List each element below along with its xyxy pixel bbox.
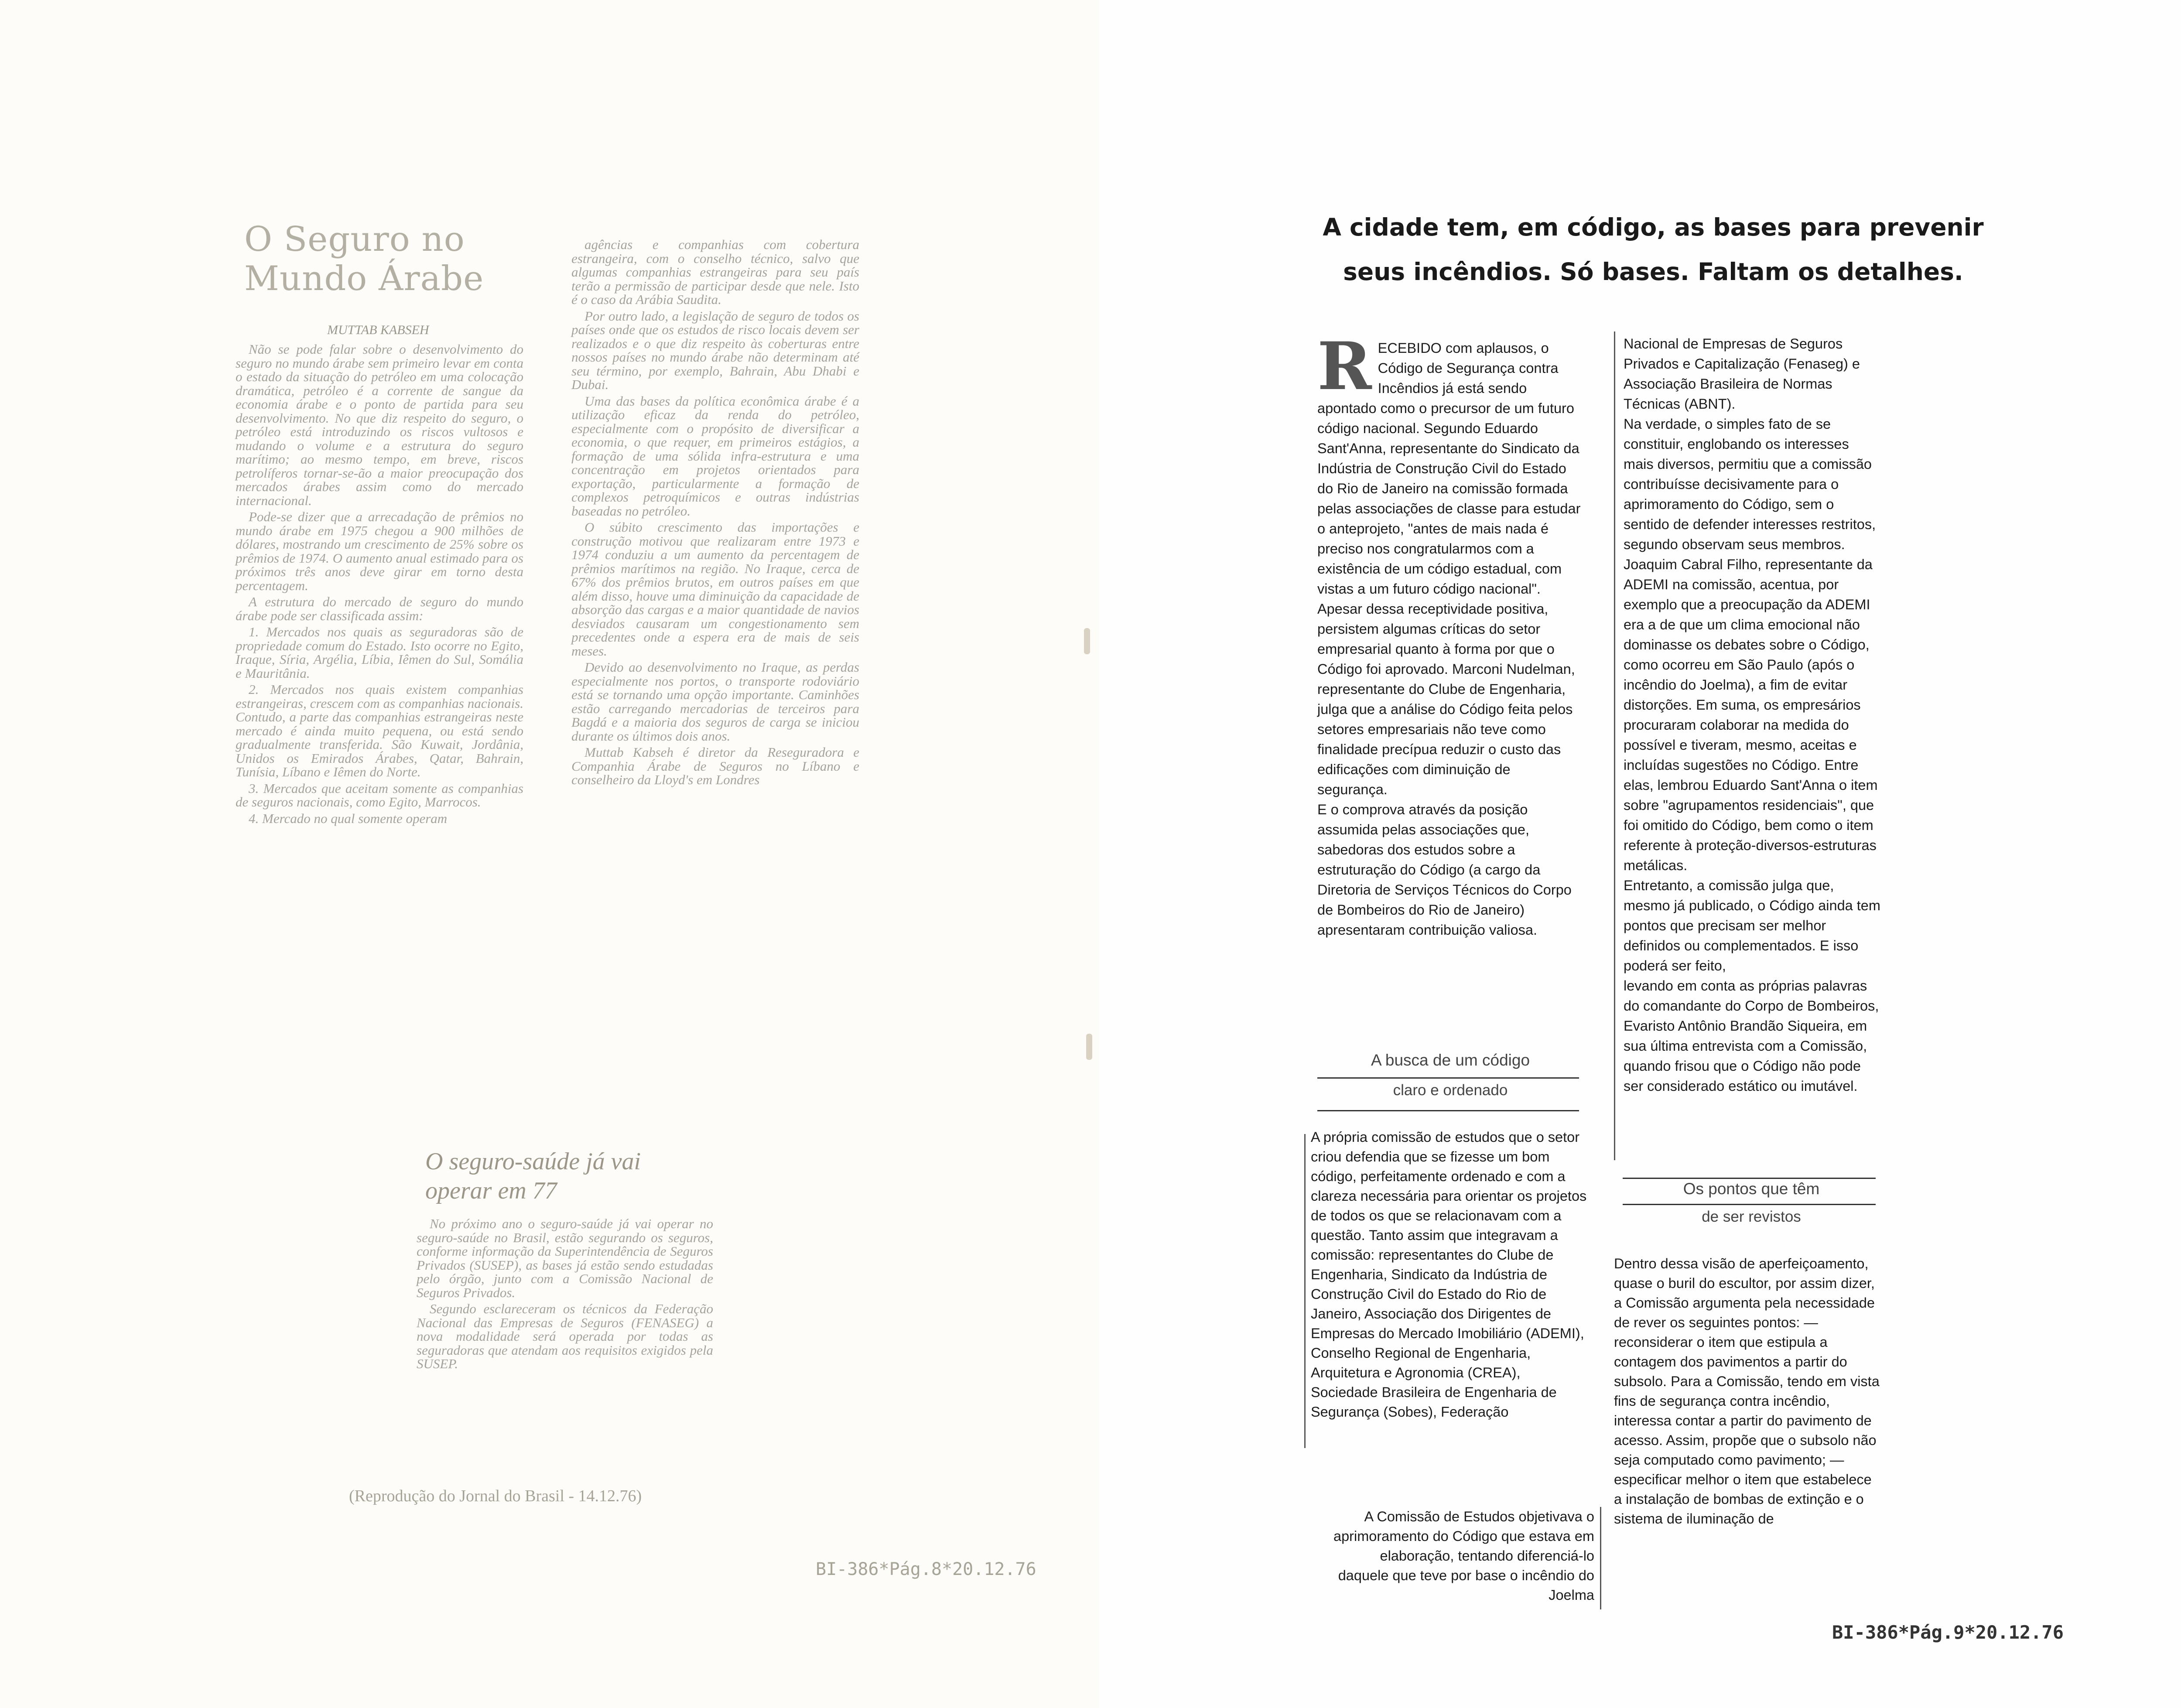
divider <box>1623 1204 1876 1205</box>
paragraph: 1. Mercados nos quais as seguradoras são de propriedade comum do Estado. Isto ocorre no Egito, Iraque, Síria, Argélia, Líbia, Iêmen do Sul, Somália e Mauritânia. <box>236 624 523 681</box>
drop-cap: R <box>1317 328 1372 405</box>
staple-mark <box>1086 1034 1092 1060</box>
secondary-article-title: O seguro-saúde já vai operar em 77 <box>425 1148 641 1205</box>
page-footer: BI-386*Pág.8*20.12.76 <box>816 1559 1036 1579</box>
column-rule <box>1614 331 1615 1160</box>
article-column-2 <box>1624 334 1881 1096</box>
section-heading-line: A busca de um código <box>1371 1051 1530 1069</box>
section-heading-line: de ser revistos <box>1702 1208 1801 1225</box>
page-footer: BI-386*Pág.9*20.12.76 <box>1832 1622 2064 1643</box>
article-column-1 <box>236 342 523 828</box>
section-heading <box>1317 1051 1583 1069</box>
article-column-2 <box>571 238 859 789</box>
paragraph: Devido ao desenvolvimento no Iraque, as perdas especialmente nos portos, o transporte rodoviário está se tornando uma opção importante. Caminhões estão carregando mercadorias de terceiros para Bagdá e a maioria dos seguros de carga se iniciou durante os últimos dois anos. <box>571 659 859 744</box>
paragraph: O súbito crescimento das importações e construção motivou que realizaram entre 1973 e 1974 conduziu a um aumento da percentagem de prêmios marítimos na região. No Iraque, cerca de 67% dos prêmios brutos, em outros países em que além disso, houve uma diminuição da capacidade de absorção das cargas e a maior quantidade de navios desviados causaram um congestionamento sem precedentes onde a espera era de mais de seis meses. <box>571 519 859 659</box>
source-credit: (Reprodução do Jornal do Brasil - 14.12.76) <box>349 1487 642 1505</box>
article-title: O Seguro no Mundo Árabe <box>244 220 484 298</box>
byline: MUTTAB KABSEH <box>327 323 429 337</box>
divider <box>1623 1178 1876 1179</box>
paragraph: A estrutura do mercado de seguro do mundo árabe pode ser classificada assim: <box>236 594 523 623</box>
section-heading <box>1317 1082 1583 1099</box>
paragraph: Entretanto, a comissão julga que, mesmo já publicado, o Código ainda tem pontos que precisam ser melhor definidos ou complementados. E isso poderá ser feito, <box>1624 878 1880 974</box>
headline-line: seus incêndios. Só bases. Faltam os detalhes. <box>1343 258 1963 286</box>
section-heading <box>1623 1180 1880 1198</box>
section-heading-line: Os pontos que têm <box>1683 1180 1820 1198</box>
divider <box>1317 1077 1579 1079</box>
paragraph: 3. Mercados que aceitam somente as companhias de seguros nacionais, como Egito, Marrocos. <box>236 780 523 810</box>
paragraph: agências e companhias com cobertura estrangeira, com o conselho técnico, salvo que algumas companhias estrangeiras para seu país terão a permissão de participar desde que nele. Isto é o caso da Arábia Saudita. <box>571 237 859 307</box>
paragraph: Uma das bases da política econômica árabe é a utilização eficaz da renda do petróleo, especialmente com o propósito de diversificar a economia, o que requer, em primeiros estágios, a formação de uma sólida infra-estrutura e uma concentração em projetos orientados para exportação, particularmente a formação de complexos petroquímicos e outras indústrias baseadas no petróleo. <box>571 393 859 519</box>
boxed-text: A própria comissão de estudos que o setor criou defendia que se fizesse um bom código, perfeitamente ordenado e com a clareza necessária para orientar os projetos de todos os que se relacionavam com a questão. Tanto assim que integravam a comissão: representantes do Clube de Engenharia, Sindicato da Indústria de Construção Civil do Estado do Rio de Janeiro, Associação dos Dirigentes de Empresas do Mercado Imobiliário (ADEMI), Conselho Regional de Engenharia, Arquitetura e Agronomia (CREA), Sociedade Brasileira de Engenharia de Segurança (Sobes), Federação <box>1311 1129 1587 1420</box>
paragraph: Por outro lado, a legislação de seguro de todos os países onde que os estudos de risco locais devem ser realizados e o que diz respeito às coberturas entre nossos países no mundo árabe não determinam até seu término, por exemplo, Bahrain, Abu Dhabi e Dubai. <box>571 308 859 392</box>
section-heading-line: claro e ordenado <box>1393 1082 1508 1099</box>
lead-text: ECEBIDO com aplausos, o Código de Segurança contra Incêndios já está sendo apontado como o precursor de um futuro código nacional. Segundo Eduardo Sant'Anna, representante do Sindicato da Indústria de Construção Civil do Estado do Rio de Janeiro na comissão formada pelas associações de classe para estudar o anteprojeto, "antes de mais nada é preciso nos congratularmos com a existência de um código estadual, com vistas a um futuro código nacional". <box>1317 340 1581 597</box>
paragraph: Nacional de Empresas de Seguros Privados e Capitalização (Fenaseg) e Associação Brasileira de Normas Técnicas (ABNT). <box>1624 336 1860 412</box>
paragraph: Segundo esclareceram os técnicos da Federação Nacional das Empresas de Seguros (FENASEG) a nova modalidade será operada por todas as seguradoras que atendam aos requisitos exigidos pela SUSEP. <box>417 1301 713 1371</box>
paragraph: Pode-se dizer que a arrecadação de prêmios no mundo árabe em 1975 chegou a 900 milhões de dólares, mostrando um crescimento de 25% sobre os prêmios de 1974. O aumento anual estimado para os próximos três anos deve girar em torno desta percentagem. <box>236 509 523 593</box>
paragraph: Apesar dessa receptividade positiva, persistem algumas críticas do setor empresarial quanto à forma por que o Código foi aprovado. Marconi Nudelman, representante do Clube de Engenharia, julga que a análise do Código feita pelos setores empresariais não teve como finalidade precípua reduzir o custo das edificações com diminuição de segurança. <box>1317 601 1575 797</box>
author-note: Muttab Kabseh é diretor da Reseguradora e Companhia Árabe de Seguros no Líbano e conselheiro da Lloyd's em Londres <box>571 745 859 787</box>
paragraph: levando em conta as próprias palavras do comandante do Corpo de Bombeiros, Evaristo Antônio Brandão Siqueira, em sua última entrevista com a Comissão, quando frisou que o Código não pode ser considerado estático ou imutável. <box>1624 978 1879 1094</box>
divider <box>1317 1110 1579 1111</box>
paragraph: E o comprova através da posição assumida pelas associações que, sabedoras dos estudos sobre a estruturação do Código (a cargo da Diretoria de Serviços Técnicos do Corpo de Bombeiros do Rio de Janeiro) apresentaram contribuição valiosa. <box>1317 802 1572 938</box>
paragraph: Na verdade, o simples fato de se constituir, englobando os interesses mais diversos, permitiu que a comissão contribuísse decisivamente para o aprimoramento do Código, sem o sentido de defender interesses restritos, segundo observam seus membros. Joaquim Cabral Filho, representante da ADEMI na comissão, acentua, por exemplo que a preocupação da ADEMI era a de que um clima emocional não dominasse os debates sobre o Código, como ocorreu em São Paulo (após o incêndio do Joelma), a fim de evitar distorções. Em suma, os empresários procuraram colaborar na medida do possível e tiveram, mesmo, aceitas e incluídas sugestões no Código. Entre elas, lembrou Eduardo Sant'Anna o item sobre "agrupamentos residenciais", que foi omitido do Código, bem como o item referente à proteção-diversos-estruturas metálicas. <box>1624 416 1878 873</box>
pull-quote: A Comissão de Estudos objetivava o aprimoramento do Código que estava em elaboração, tentando diferenciá-lo daquele que teve por base o incêndio do Joelma <box>1333 1509 1594 1603</box>
column-rule <box>1304 1134 1306 1448</box>
boxed-text: Dentro dessa visão de aperfeiçoamento, quase o buril do escultor, por assim dizer, a Comissão argumenta pela necessidade de rever os seguintes pontos: — reconsiderar o item que estipula a contagem dos pavimentos a partir do subsolo. Para a Comissão, tendo em vista fins de segurança contra incêndio, interessa contar a partir do pavimento de acesso. Assim, propõe que o subsolo não seja computado como pavimento; — especificar melhor o item que estabelece a instalação de bombas de extinção e o sistema de iluminação de <box>1614 1256 1880 1527</box>
article-headline <box>1291 205 2015 294</box>
paragraph: 4. Mercado no qual somente operam <box>249 810 448 826</box>
article-column-1 <box>1317 328 1583 940</box>
paragraph: No próximo ano o seguro-saúde já vai operar no seguro-saúde no Brasil, estão segurando os seguros, conforme informação da Superintendência de Seguros Privados (SUSEP), as bases já estão sendo estudadas pelo órgão, junto com a Comissão Nacional de Seguros Privados. <box>417 1216 713 1300</box>
paragraph: Não se pode falar sobre o desenvolvimento do seguro no mundo árabe sem primeiro levar em conta o estado da situação do petróleo em uma colocação dramática, petróleo é a corrente de sangue da economia árabe e o ponto de partida para seu desenvolvimento. No que diz respeito do seguro, o petróleo está introduzindo os riscos vultosos e mudando o volume e a estrutura do seguro marítimo; ao mesmo tempo, em breve, riscos petrolíferos tornar-se-ão a maior preocupação dos mercados árabes assim como do mercado internacional. <box>236 342 523 508</box>
section-heading <box>1623 1208 1880 1226</box>
column-rule <box>1600 1507 1601 1609</box>
headline-line: A cidade tem, em código, as bases para prevenir <box>1323 213 1984 241</box>
secondary-article-body <box>417 1217 713 1373</box>
staple-mark <box>1084 628 1090 654</box>
lead-paragraph <box>1317 328 1583 599</box>
paragraph: 2. Mercados nos quais existem companhias estrangeiras, crescem com as companhias nacionais. Contudo, a parte das companhias estrangeiras neste mercado é ainda muito pequena, ou está sendo gradualmente transferida. São Kuwait, Jordânia, Unidos os Emirados Árabes, Qatar, Bahrain, Tunísia, Líbano e Iêmen do Norte. <box>236 682 523 779</box>
